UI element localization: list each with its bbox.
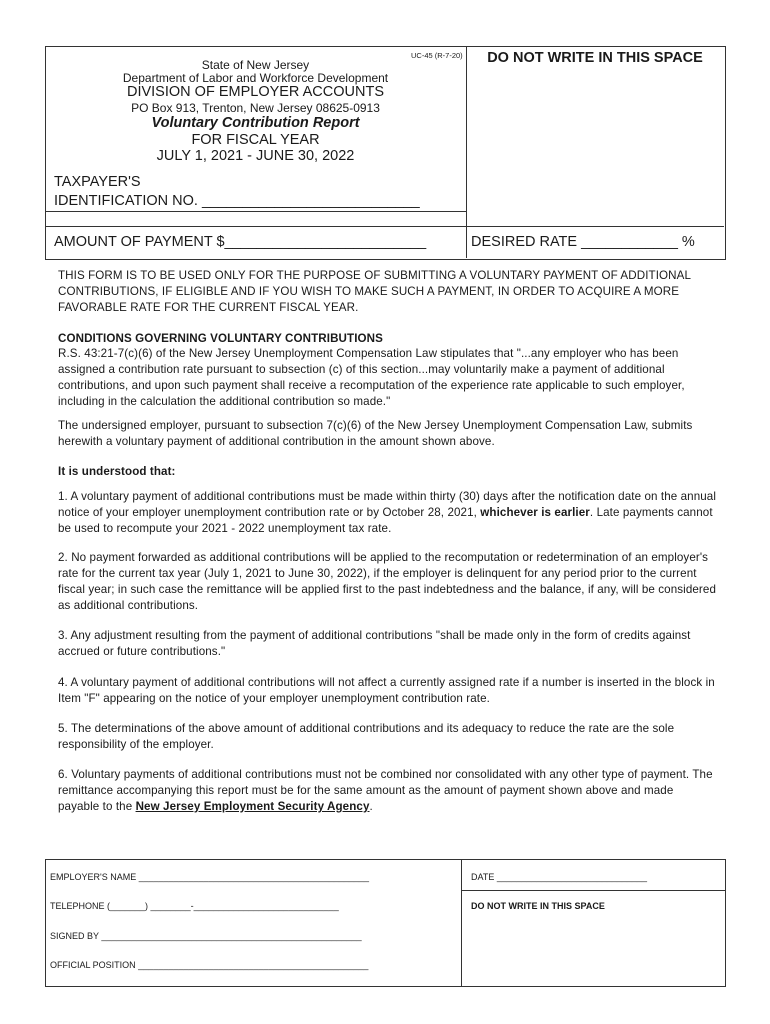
date-field[interactable]: DATE ______________________________ <box>471 872 647 882</box>
header-divider-tin <box>45 211 466 212</box>
state-name: State of New Jersey <box>201 58 310 72</box>
fiscal-year-label: FOR FISCAL YEAR <box>191 132 320 148</box>
item-6-text-a: 6. Voluntary payments of additional contributions must not be combined nor consolidated with any other type of payment. The remittance accompanying this report must be for the same amount as the amount of payment shown above and made payable to the <box>58 768 713 813</box>
item-6-text-b: . <box>369 800 373 813</box>
signed-by-field[interactable]: SIGNED BY ____________________________________________________ <box>50 931 362 941</box>
item-6 <box>58 767 718 815</box>
footer-do-not-write-label: DO NOT WRITE IN THIS SPACE <box>471 901 605 911</box>
item-2: 2. No payment forwarded as additional contributions will be applied to the recomputation or redetermination of an employer's rate for the current tax year (July 1, 2021 to June 30, 2022), if the employer is delinquent for any period prior to the current fiscal year; in such case the remittance will be applied first to the past indebtedness and the balance, if any, will be considered as additional contributions. <box>58 551 716 612</box>
understood-heading: It is understood that: <box>58 465 176 478</box>
taxpayer-id-field[interactable]: IDENTIFICATION NO. ___________________________ <box>54 193 420 209</box>
desired-rate-field[interactable]: DESIRED RATE ____________ % <box>471 234 695 250</box>
header-divider-amount <box>45 226 724 227</box>
undersigned-paragraph: The undersigned employer, pursuant to subsection 7(c)(6) of the New Jersey Unemployment Compensation Law, submits herewith a voluntary payment of additional contribution in the amount shown above. <box>58 419 693 448</box>
intro-paragraph: THIS FORM IS TO BE USED ONLY FOR THE PURPOSE OF SUBMITTING A VOLUNTARY PAYMENT OF ADDITIONAL CONTRIBUTIONS, IF ELIGIBLE AND IF YOU WISH TO MAKE SUCH A PAYMENT, IN ORDER TO ACQUIRE A MORE FAVORABLE RATE FOR THE CURRENT FISCAL YEAR. <box>58 269 691 314</box>
item-1 <box>58 489 718 537</box>
conditions-heading: CONDITIONS GOVERNING VOLUNTARY CONTRIBUTIONS <box>58 332 383 345</box>
payee-name: New Jersey Employment Security Agency <box>135 800 370 813</box>
fiscal-year-dates: JULY 1, 2021 - JUNE 30, 2022 <box>156 148 355 164</box>
item-3: 3. Any adjustment resulting from the payment of additional contributions "shall be made only in the form of credits against accrued or future contributions." <box>58 629 691 658</box>
item-1-text-a: 1. A voluntary payment of additional contributions must be made within thirty (30) days after the notification date on the annual notice of your employer unemployment contribution rate or by October 28, 2021, <box>58 490 717 519</box>
department-name: Department of Labor and Workforce Development <box>122 71 389 85</box>
taxpayer-id-label: TAXPAYER'S <box>54 174 141 190</box>
official-position-field[interactable]: OFFICIAL POSITION ______________________________________________ <box>50 960 369 970</box>
telephone-field[interactable]: TELEPHONE (_______) ________-_____________________________ <box>50 901 339 911</box>
do-not-write-label: DO NOT WRITE IN THIS SPACE <box>487 50 703 66</box>
address: PO Box 913, Trenton, New Jersey 08625-0913 <box>131 101 380 115</box>
employer-name-field[interactable]: EMPLOYER'S NAME ______________________________________________ <box>50 872 369 882</box>
form-number: UC-45 (R-7-20) <box>411 51 463 60</box>
item-4: 4. A voluntary payment of additional contributions will not affect a currently assigned rate if a number is inserted in the block in Item "F" appearing on the notice of your employer unemployment contribution rate. <box>58 676 715 705</box>
item-1-text-b: . Late payments cannot be used to recompute your 2021 - 2022 unemployment tax rate. <box>58 506 713 535</box>
amount-of-payment-field[interactable]: AMOUNT OF PAYMENT $_________________________ <box>54 234 427 250</box>
date-divider <box>461 890 725 891</box>
signature-box-divider <box>461 859 462 987</box>
division-name: DIVISION OF EMPLOYER ACCOUNTS <box>126 84 384 100</box>
conditions-paragraph: R.S. 43:21-7(c)(6) of the New Jersey Unemployment Compensation Law stipulates that "...any employer who has been assigned a contribution rate pursuant to subsection (c) of this section...may voluntarily make a payment of additional contributions, and upon such payment shall receive a recomputation of the experience rate applicable to such employer, including in the calculation the additional contribution so made." <box>58 347 685 408</box>
item-5: 5. The determinations of the above amount of additional contributions and its adequacy to reduce the rate are the sole responsibility of the employer. <box>58 722 675 751</box>
form-title: Voluntary Contribution Report <box>151 115 360 131</box>
item-1-emphasis: whichever is earlier <box>480 506 590 519</box>
